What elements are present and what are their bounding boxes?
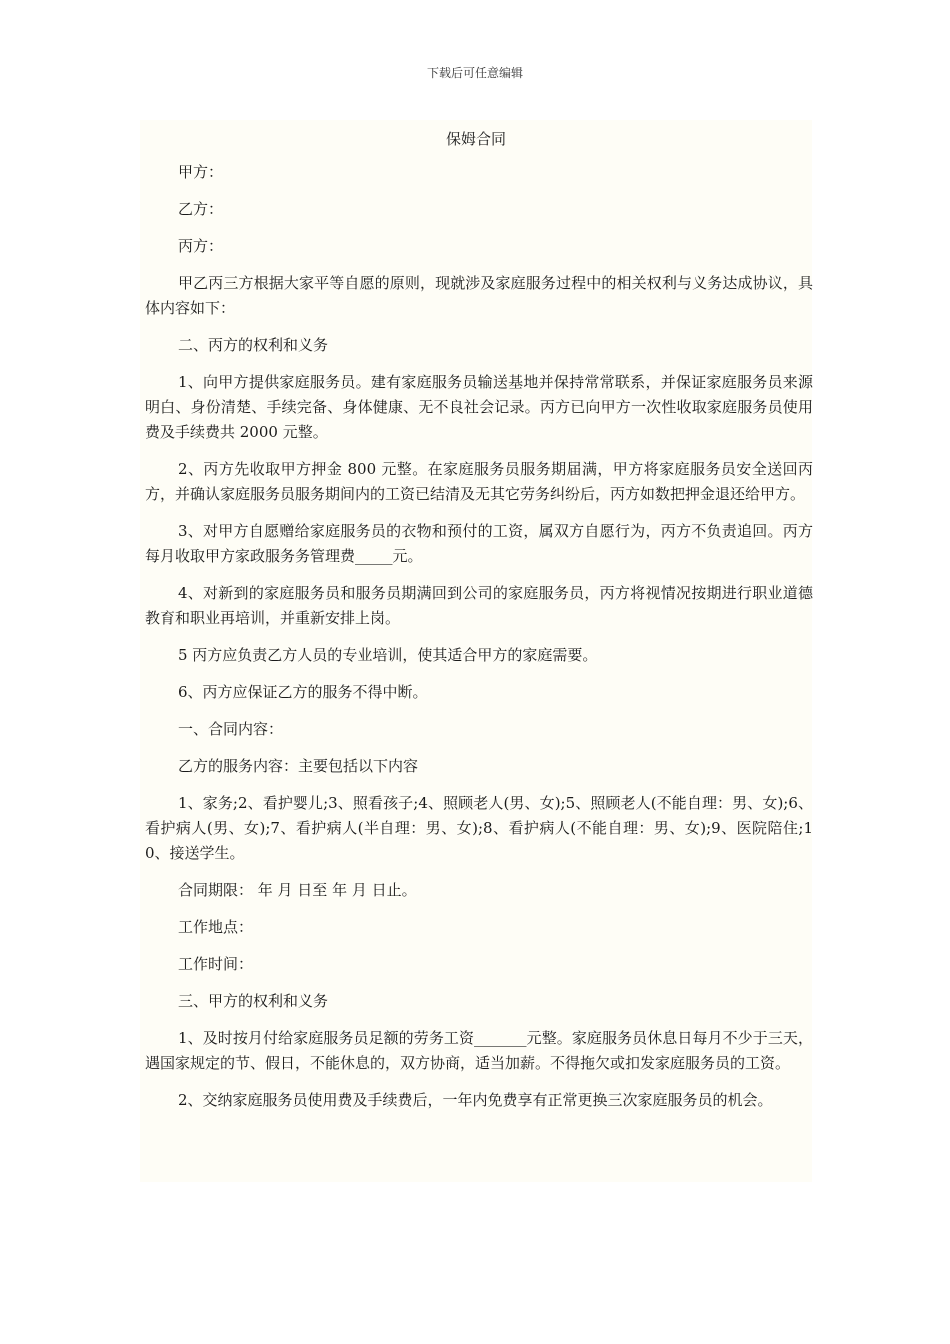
- clause-c4: 4、对新到的家庭服务员和服务员期满回到公司的家庭服务员，丙方将视情况按期进行职业道德教育和职业再培训，并重新安排上岗。: [145, 584, 813, 627]
- clause-c3: 3、对甲方自愿赠给家庭服务员的衣物和预付的工资，属双方自愿行为，丙方不负责追回。丙方每月收取甲方家政服务务管理费_____元。: [145, 522, 813, 565]
- service-content-heading: 乙方的服务内容：主要包括以下内容: [178, 757, 419, 775]
- section-heading-party-a: 三、甲方的权利和义务: [178, 992, 329, 1010]
- paragraph-party-c: 丙方：: [178, 237, 224, 255]
- work-time: 工作时间：: [178, 955, 254, 973]
- paragraph-party-b: 乙方：: [178, 200, 224, 218]
- work-location: 工作地点：: [178, 918, 254, 936]
- clause-c5: 5 丙方应负责乙方人员的专业培训，使其适合甲方的家庭需要。: [178, 646, 598, 664]
- contract-term: 合同期限： 年 月 日至 年 月 日止。: [178, 881, 417, 899]
- section-heading-party-c: 二、丙方的权利和义务: [178, 336, 329, 354]
- clause-c1: 1、向甲方提供家庭服务员。建有家庭服务员输送基地并保持常常联系，并保证家庭服务员来源明白、身份清楚、手续完备、身体健康、无不良社会记录。丙方已向甲方一次性收取家庭服务员使用费及手续费共 2000 元整。: [145, 373, 813, 441]
- service-list: 1、家务;2、看护婴儿;3、照看孩子;4、照顾老人(男、女);5、照顾老人(不能自理：男、女);6、看护病人(男、女);7、看护病人(半自理：男、女);8、看护病人(不能自理：男、女);9、医院陪住;10、接送学生。: [145, 794, 813, 862]
- clause-a1: 1、及时按月付给家庭服务员足额的劳务工资_______元整。家庭服务员休息日每月不少于三天，遇国家规定的节、假日，不能休息的，双方协商，适当加薪。不得拖欠或扣发家庭服务员的工资。: [145, 1029, 813, 1072]
- paragraph-party-a: 甲方：: [178, 163, 224, 181]
- paragraph-intro: 甲乙丙三方根据大家平等自愿的原则，现就涉及家庭服务过程中的相关权利与义务达成协议，具体内容如下：: [145, 274, 813, 317]
- clause-a2: 2、交纳家庭服务员使用费及手续费后，一年内免费享有正常更换三次家庭服务员的机会。: [178, 1091, 773, 1109]
- document-body: [145, 160, 813, 1125]
- clause-c6: 6、丙方应保证乙方的服务不得中断。: [178, 683, 428, 701]
- clause-c2: 2、丙方先收取甲方押金 800 元整。在家庭服务员服务期届满，甲方将家庭服务员安全送回丙方，并确认家庭服务员服务期间内的工资已结清及无其它劳务纠纷后，丙方如数把押金退还给甲方。: [145, 460, 813, 503]
- header-note: 下载后可任意编辑: [426, 66, 523, 80]
- document-title: 保姆合同: [445, 130, 506, 148]
- section-heading-contract-content: 一、合同内容：: [178, 720, 284, 738]
